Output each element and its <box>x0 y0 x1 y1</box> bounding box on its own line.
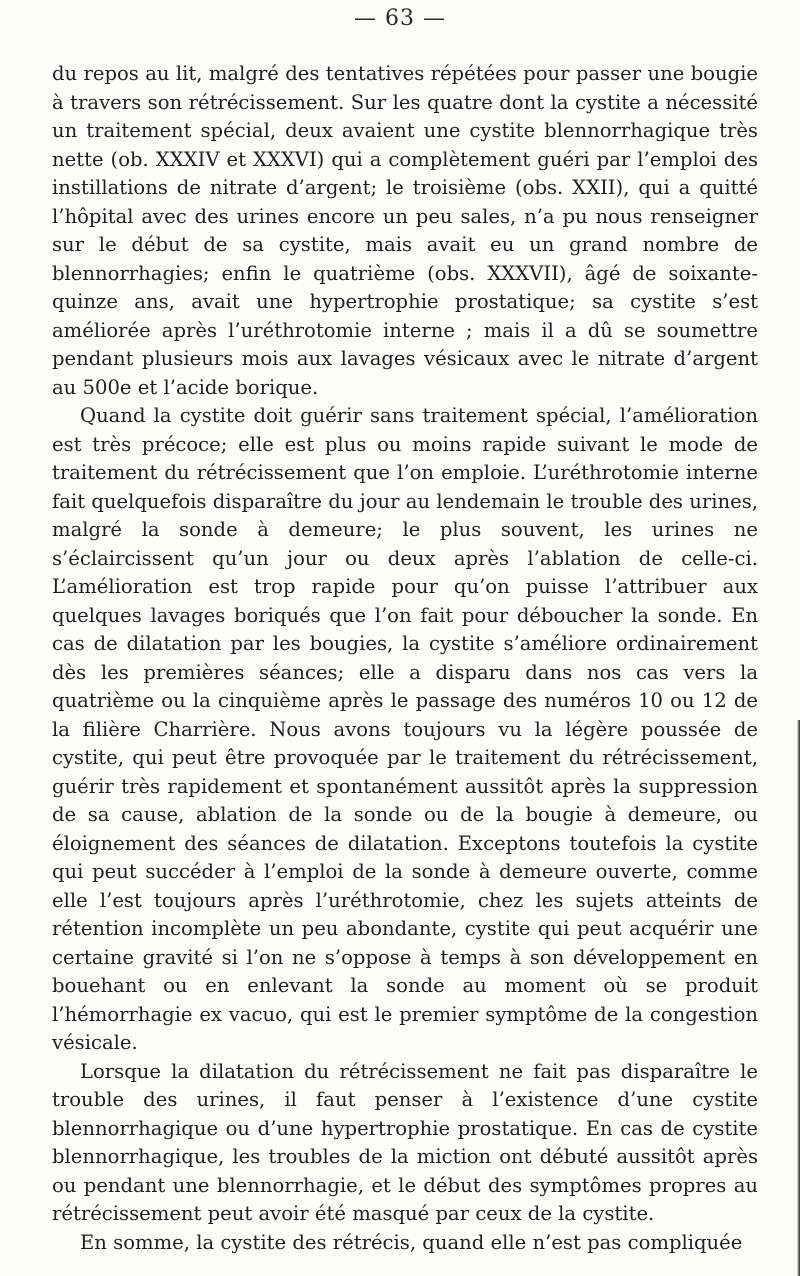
paragraph-3: Lorsque la dilatation du rétrécissement ne fait pas disparaître le trouble des urines, il faut penser à l’existence d’une cystite blennorrhagique ou d’une hypertrophie prostatique. En cas de cystite blennorrhagique, les troubles de la miction ont débuté aussitôt après ou pendant une blennorrhagie, et le début des symptômes propres au rétrécissement peut avoir été masqué par ceux de la cystite. <box>52 1059 758 1225</box>
paragraph-1: du repos au lit, malgré des tentatives répétées pour passer une bougie à travers son rétrécissement. Sur les quatre dont la cystite a nécessité un traitement spécial, deux avaient une cystite blennorrhagique très nette (ob. XXXIV et XXXVI) qui a complètement guéri par l’emploi des instillations de nitrate d’argent; le troisième (obs. XXII), qui a quitté l’hôpital avec des urines encore un peu sales, n’a pu nous renseigner sur le début de sa cystite, mais avait eu un grand nombre de blennorrhagies; enfin le quatrième (obs. XXXVII), âgé de soixante-quinze ans, avait une hypertrophie prostatique; sa cystite s’est améliorée après l’uréthrotomie interne ; mais il a dû se soumettre pendant plusieurs mois aux lavages vésicaux avec le nitrate d’argent au 500e et l’acide borique. <box>52 62 758 399</box>
paragraph-4: En somme, la cystite des rétrécis, quand elle n’est pas compliquée <box>80 1230 743 1254</box>
paragraph-2: Quand la cystite doit guérir sans traitement spécial, l’amélioration est très précoce; elle est plus ou moins rapide suivant le mode de traitement du rétrécissement que l’on emploie. L’uréthrotomie interne fait quelquefois disparaître du jour au lendemain le trouble des urines, malgré la sonde à demeure; le plus souvent, les urines ne s’éclaircissent qu’un jour ou deux après l’ablation de celle-ci. L’amélioration est trop rapide pour qu’on puisse l’attribuer aux quelques lavages boriqués que l’on fait pour déboucher la sonde. En cas de dilatation par les bougies, la cystite s’améliore ordinairement dès les premières séances; elle a disparu dans nos cas vers la quatrième ou la cinquième après le passage des numéros 10 ou 12 de la filière Charrière. Nous avons toujours vu la légère poussée de cystite, qui peut être provoquée par le traitement du rétrécissement, guérir très rapidement et spontanément aussitôt après la suppression de sa cause, ablation de la sonde ou de la bougie à demeure, ou éloignement des séances de dilatation. Exceptons toutefois la cystite qui peut succéder à l’emploi de la sonde à demeure ouverte, comme elle l’est toujours après l’uréthrotomie, chez les sujets atteints de rétention incomplète un peu abondante, cystite qui peut acquérir une certaine gravité si l’on ne s’oppose à temps à son développement en bouehant ou en enlevant la sonde au moment où se produit l’hémorrhagie ex vacuo, qui est le premier symptôme de la congestion vésicale. <box>52 404 758 1054</box>
body-text <box>52 60 758 1257</box>
page-number: — 63 — <box>354 6 446 31</box>
